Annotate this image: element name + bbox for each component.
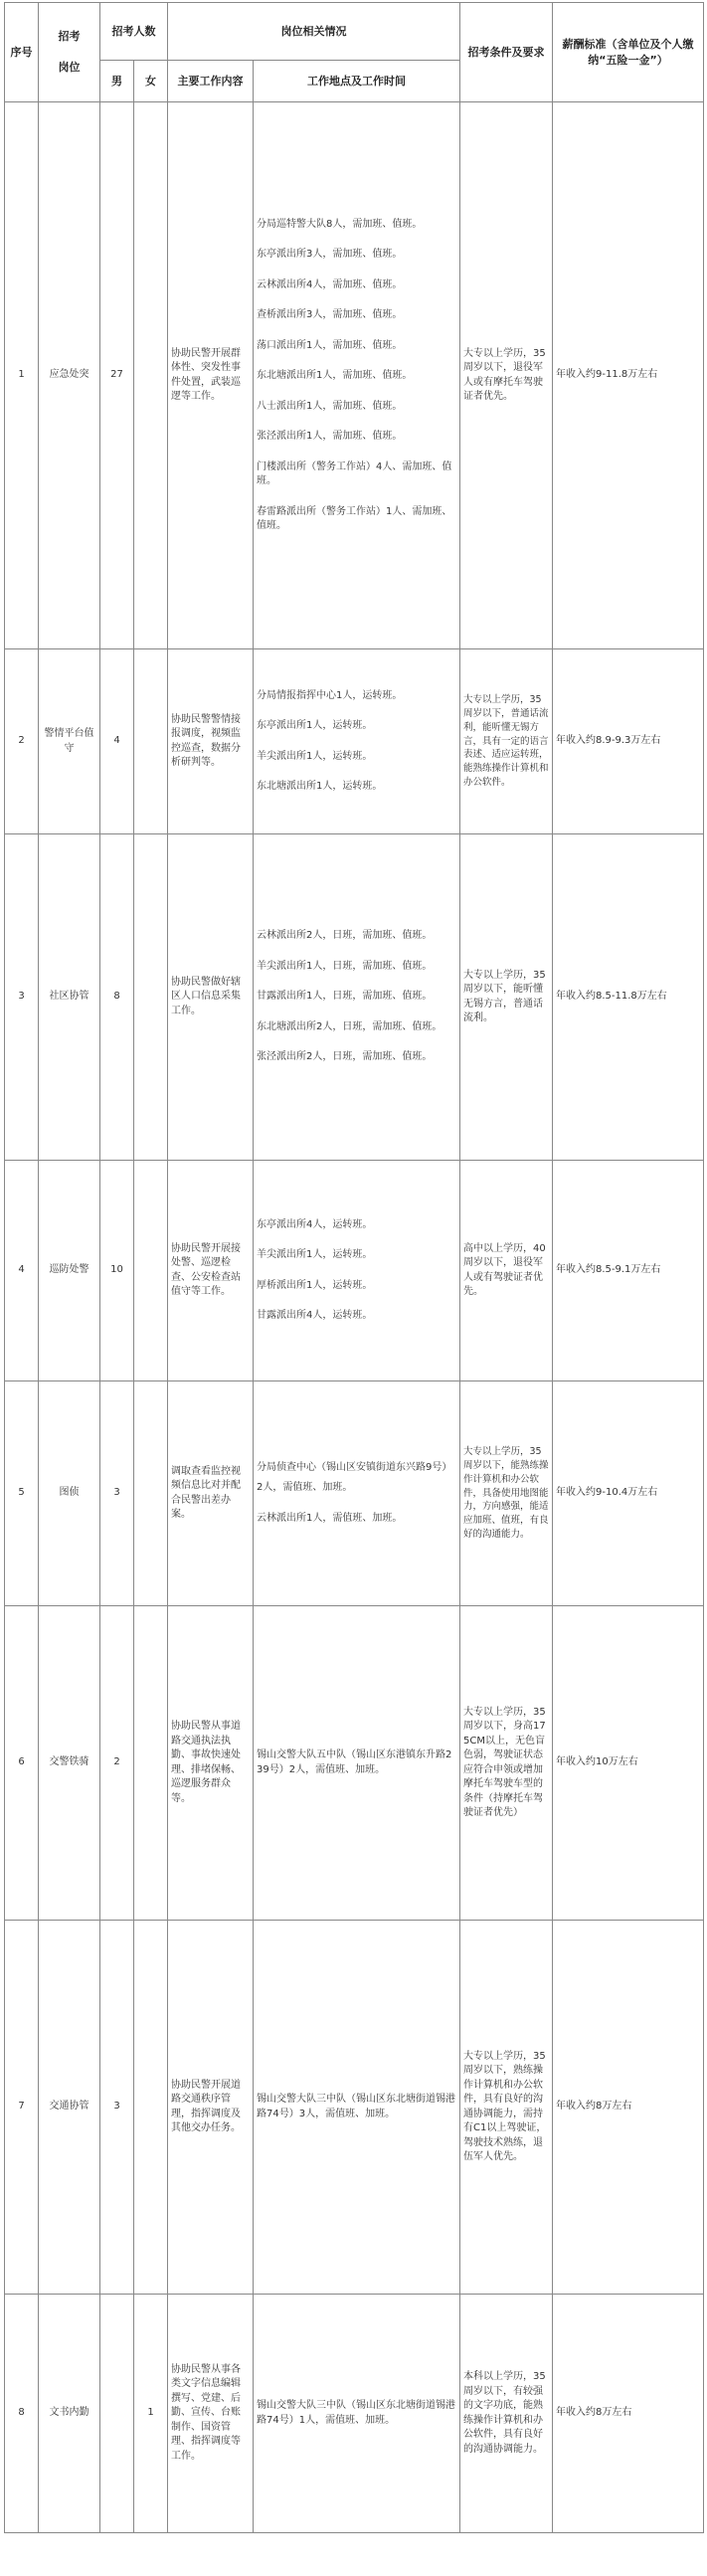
table-row [5, 102, 704, 649]
row-seq: 7 [5, 1921, 39, 2295]
row-seq: 4 [5, 1161, 39, 1381]
row-male: 4 [100, 649, 134, 834]
location-item: 羊尖派出所1人，日班，需加班、值班。 [257, 960, 433, 972]
row-salary: 年收入约9-10.4万左右 [553, 1381, 704, 1606]
location-item: 甘露派出所1人，日班，需加班、值班。 [257, 991, 433, 1003]
row-male: 10 [100, 1161, 134, 1381]
row-position: 交警铁骑 [39, 1606, 100, 1921]
location-item: 东北塘派出所1人，需加班、值班。 [257, 370, 413, 381]
location-item: 分局巡特警大队8人，需加班、值班。 [257, 218, 423, 230]
row-seq: 5 [5, 1381, 39, 1606]
location-item: 东亭派出所1人，运转班。 [257, 720, 373, 731]
row-salary: 年收入约8.5-9.1万左右 [553, 1161, 704, 1381]
location-item: 分局情报指挥中心1人，运转班。 [257, 689, 403, 701]
row-position: 社区协管 [39, 834, 100, 1161]
row-position: 警情平台值守 [39, 649, 100, 834]
row-position: 图侦 [39, 1381, 100, 1606]
header-requirements: 招考条件及要求 [460, 3, 553, 102]
location-item: 荡口派出所1人，需加班、值班。 [257, 339, 403, 351]
location-item: 查桥派出所3人，需加班、值班。 [257, 309, 403, 320]
row-position: 应急处突 [39, 102, 100, 649]
header-info: 岗位相关情况 [168, 3, 460, 61]
location-item: 锡山交警大队三中队（锡山区东北塘街道锡港路74号）1人，需值班、加班。 [257, 2400, 455, 2426]
header-duties: 主要工作内容 [168, 61, 254, 102]
table-row [5, 2295, 704, 2533]
row-duties: 协助民警从事各类文字信息编辑撰写、党建、后勤、宣传、台账制作、国资管理、指挥调度等工作。 [168, 2295, 254, 2533]
location-item: 张泾派出所2人，日班，需加班、值班。 [257, 1051, 433, 1063]
row-duties: 协助民警开展接处警、巡逻检查、公安检查站值守等工作。 [168, 1161, 254, 1381]
location-item: 云林派出所2人，日班，需加班、值班。 [257, 930, 433, 942]
row-female [134, 1381, 168, 1606]
location-item: 东北塘派出所1人，运转班。 [257, 781, 383, 792]
row-requirements: 本科以上学历，35周岁以下，有较强的文字功底，能熟练操作计算机和办公软件，具有良好的沟通协调能力。 [460, 2295, 553, 2533]
location-item: 甘露派出所4人，运转班。 [257, 1310, 373, 1321]
location-item: 云林派出所1人，需值班、加班。 [257, 1512, 403, 1524]
row-position: 文书内勤 [39, 2295, 100, 2533]
location-item: 羊尖派出所1人，运转班。 [257, 750, 373, 762]
row-requirements: 大专以上学历，35周岁以下，身高175CM以上，无色盲色弱，驾驶证状态应符合申领或增加摩托车驾驶车型的条件（持摩托车驾驶证者优先） [460, 1606, 553, 1921]
table-row [5, 649, 704, 834]
row-male: 3 [100, 1381, 134, 1606]
row-locations [254, 2295, 460, 2533]
location-item: 东亭派出所3人，需加班、值班。 [257, 249, 403, 260]
row-salary: 年收入约8.5-11.8万左右 [553, 834, 704, 1161]
row-female [134, 1921, 168, 2295]
table-row [5, 1381, 704, 1606]
row-salary: 年收入约8万左右 [553, 1921, 704, 2295]
row-female: 1 [134, 2295, 168, 2533]
header-female: 女 [134, 61, 168, 102]
recruitment-table [4, 2, 704, 2533]
row-duties: 协助民警从事道路交通执法执勤、事故快速处理、排堵保畅、巡逻服务群众等。 [168, 1606, 254, 1921]
row-requirements: 大专以上学历，35周岁以下，能熟练操作计算机和办公软件，具备使用地图能力，方向感强，能适应加班、值班，有良好的沟通能力。 [460, 1381, 553, 1606]
row-requirements: 大专以上学历，35周岁以下，熟练操作计算机和办公软件，具有良好的沟通协调能力，需持有C1以上驾驶证，驾驶技术熟练，退伍军人优先。 [460, 1921, 553, 2295]
table-row [5, 1161, 704, 1381]
table-row [5, 1921, 704, 2295]
row-male: 2 [100, 1606, 134, 1921]
header-count: 招考人数 [100, 3, 168, 61]
location-item: 东北塘派出所2人，日班，需加班、值班。 [257, 1020, 442, 1032]
location-item: 云林派出所4人，需加班、值班。 [257, 278, 403, 290]
row-requirements: 大专以上学历，35周岁以下，普通话流利，能听懂无锡方言，具有一定的语言表述、适应运转班，能熟练操作计算机和办公软件。 [460, 649, 553, 834]
row-duties: 协助民警做好辖区人口信息采集工作。 [168, 834, 254, 1161]
row-male: 27 [100, 102, 134, 649]
location-item: 锡山交警大队三中队（锡山区东北塘街道锡港路74号）3人，需值班、加班。 [257, 2094, 455, 2119]
row-position: 巡防处警 [39, 1161, 100, 1381]
row-female [134, 1161, 168, 1381]
row-requirements: 高中以上学历，40周岁以下，退役军人或有驾驶证者优先。 [460, 1161, 553, 1381]
row-female [134, 649, 168, 834]
row-seq: 3 [5, 834, 39, 1161]
row-salary: 年收入约10万左右 [553, 1606, 704, 1921]
header-position [39, 3, 100, 102]
row-seq: 6 [5, 1606, 39, 1921]
row-requirements: 大专以上学历，35周岁以下，能听懂无锡方言，普通话流利。 [460, 834, 553, 1161]
location-item: 春雷路派出所（警务工作站）1人、需加班、值班。 [257, 505, 452, 531]
row-male: 8 [100, 834, 134, 1161]
table-row [5, 834, 704, 1161]
row-duties: 调取查看监控视频信息比对并配合民警出差办案。 [168, 1381, 254, 1606]
row-seq: 1 [5, 102, 39, 649]
row-requirements: 大专以上学历，35周岁以下，退役军人或有摩托车驾驶证者优先。 [460, 102, 553, 649]
location-item: 张泾派出所1人，需加班、值班。 [257, 431, 403, 442]
row-duties: 协助民警开展群体性、突发性事件处置，武装巡逻等工作。 [168, 102, 254, 649]
row-locations [254, 1921, 460, 2295]
location-item: 东亭派出所4人，运转班。 [257, 1218, 373, 1230]
table-row [5, 1606, 704, 1921]
header-seq: 序号 [5, 3, 39, 102]
header-salary: 薪酬标准（含单位及个人缴纳“五险一金”） [553, 3, 704, 102]
header-position-b: 岗位 [58, 61, 81, 75]
row-female [134, 834, 168, 1161]
row-seq: 8 [5, 2295, 39, 2533]
header-position-a: 招考 [58, 29, 81, 43]
row-locations [254, 102, 460, 649]
row-male [100, 2295, 134, 2533]
row-male: 3 [100, 1921, 134, 2295]
row-locations [254, 834, 460, 1161]
row-duties: 协助民警开展道路交通秩序管理，指挥调度及其他交办任务。 [168, 1921, 254, 2295]
location-item: 羊尖派出所1人，运转班。 [257, 1249, 373, 1260]
location-item: 分局侦查中心（锡山区安镇街道东兴路9号） [257, 1461, 452, 1473]
row-salary: 年收入约9-11.8万左右 [553, 102, 704, 649]
row-locations [254, 1381, 460, 1606]
row-locations [254, 1161, 460, 1381]
header-male: 男 [100, 61, 134, 102]
row-duties: 协助民警警情接报调度，视频监控巡查，数据分析研判等。 [168, 649, 254, 834]
row-female [134, 102, 168, 649]
row-position: 交通协管 [39, 1921, 100, 2295]
location-item: 门楼派出所（警务工作站）4人、需加班、值班。 [257, 460, 452, 486]
row-locations [254, 649, 460, 834]
row-locations [254, 1606, 460, 1921]
location-item: 八士派出所1人，需加班、值班。 [257, 400, 403, 412]
header-location: 工作地点及工作时间 [254, 61, 460, 102]
row-seq: 2 [5, 649, 39, 834]
row-female [134, 1606, 168, 1921]
row-salary: 年收入约8.9-9.3万左右 [553, 649, 704, 834]
row-salary: 年收入约8万左右 [553, 2295, 704, 2533]
location-item: 锡山交警大队五中队（锡山区东港镇东升路239号）2人，需值班、加班。 [257, 1749, 452, 1775]
location-item: 2人，需值班、加班。 [257, 1482, 353, 1494]
location-item: 厚桥派出所1人，运转班。 [257, 1279, 373, 1291]
